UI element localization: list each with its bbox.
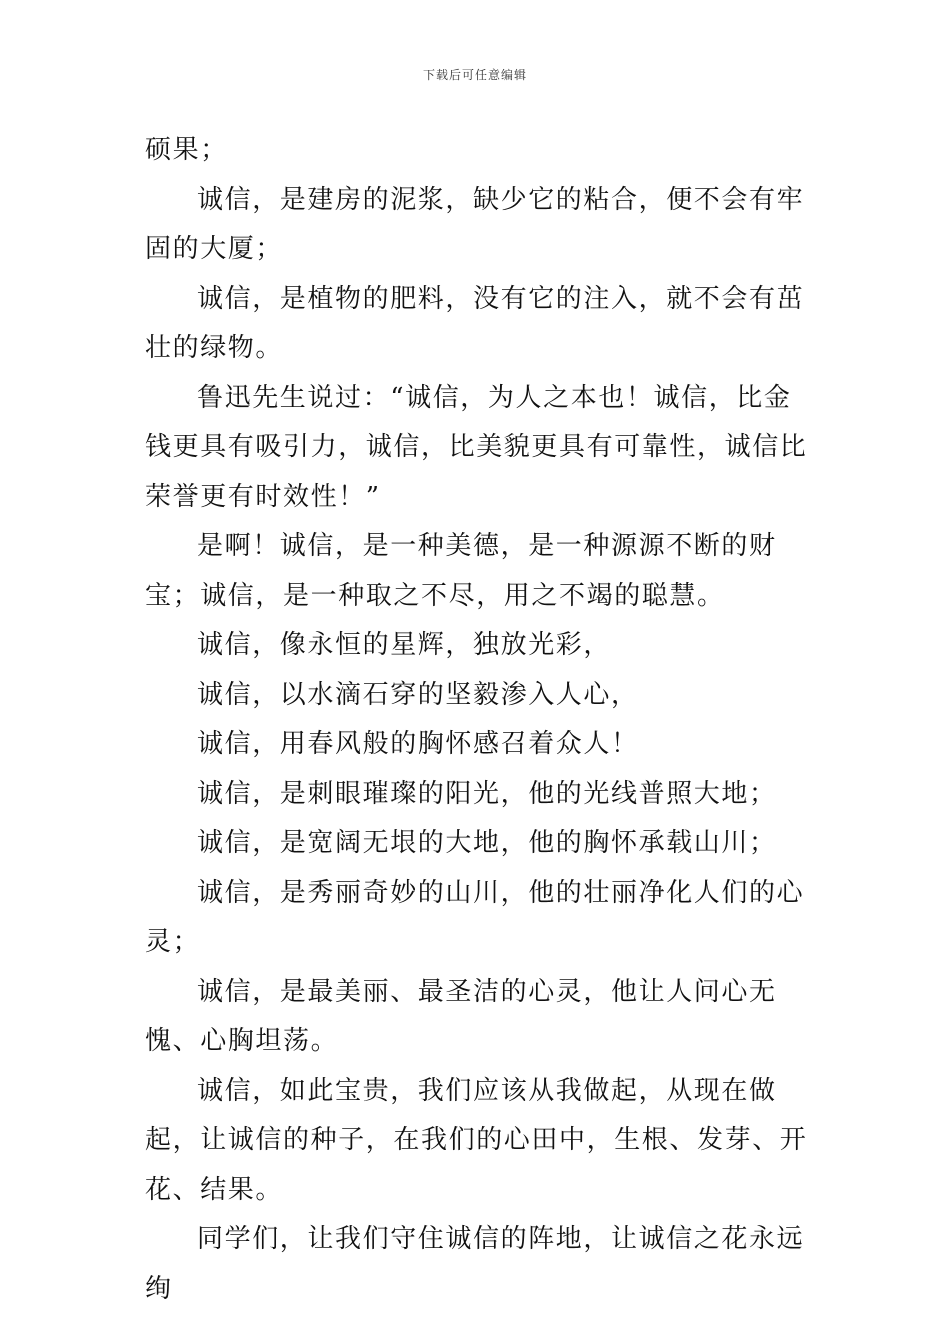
paragraph-3: 诚信，是植物的肥料，没有它的注入，就不会有茁壮的绿物。 (145, 283, 805, 363)
paragraph-12: 诚信，是最美丽、最圣洁的心灵，他让人问心无愧、心胸坦荡。 (145, 976, 777, 1056)
paragraph-6: 诚信，像永恒的星辉，独放光彩， (197, 630, 612, 660)
paragraph-4: 鲁迅先生说过：“诚信，为人之本也！诚信，比金钱更具有吸引力，诚信，比美貌更具有可靠性，诚信比荣誉更有时效性！” (145, 382, 808, 512)
paragraph-13: 诚信，如此宝贵，我们应该从我做起，从现在做起，让诚信的种子，在我们的心田中，生根、发芽、开花、结果。 (145, 1075, 808, 1205)
paragraph-7: 诚信，以水滴石穿的坚毅渗入人心， (197, 679, 639, 710)
document-body (145, 126, 811, 1314)
paragraph-2: 诚信，是建房的泥浆，缺少它的粘合，便不会有牢固的大厦； (145, 184, 805, 264)
paragraph-8: 诚信，用春风般的胸怀感召着众人！ (197, 729, 639, 759)
paragraph-1: 硕果； (145, 135, 228, 165)
paragraph-14: 同学们，让我们守住诚信的阵地，让诚信之花永远绚 (145, 1224, 805, 1304)
page-header: 下载后可任意编辑 (422, 68, 527, 82)
paragraph-11: 诚信，是秀丽奇妙的山川，他的壮丽净化人们的心灵； (145, 877, 805, 957)
paragraph-5: 是啊！诚信，是一种美德，是一种源源不断的财宝；诚信，是一种取之不尽，用之不竭的聪慧。 (145, 531, 777, 611)
paragraph-10: 诚信，是宽阔无垠的大地，他的胸怀承载山川； (197, 828, 777, 858)
paragraph-9: 诚信，是刺眼璀璨的阳光，他的光线普照大地； (197, 778, 777, 809)
